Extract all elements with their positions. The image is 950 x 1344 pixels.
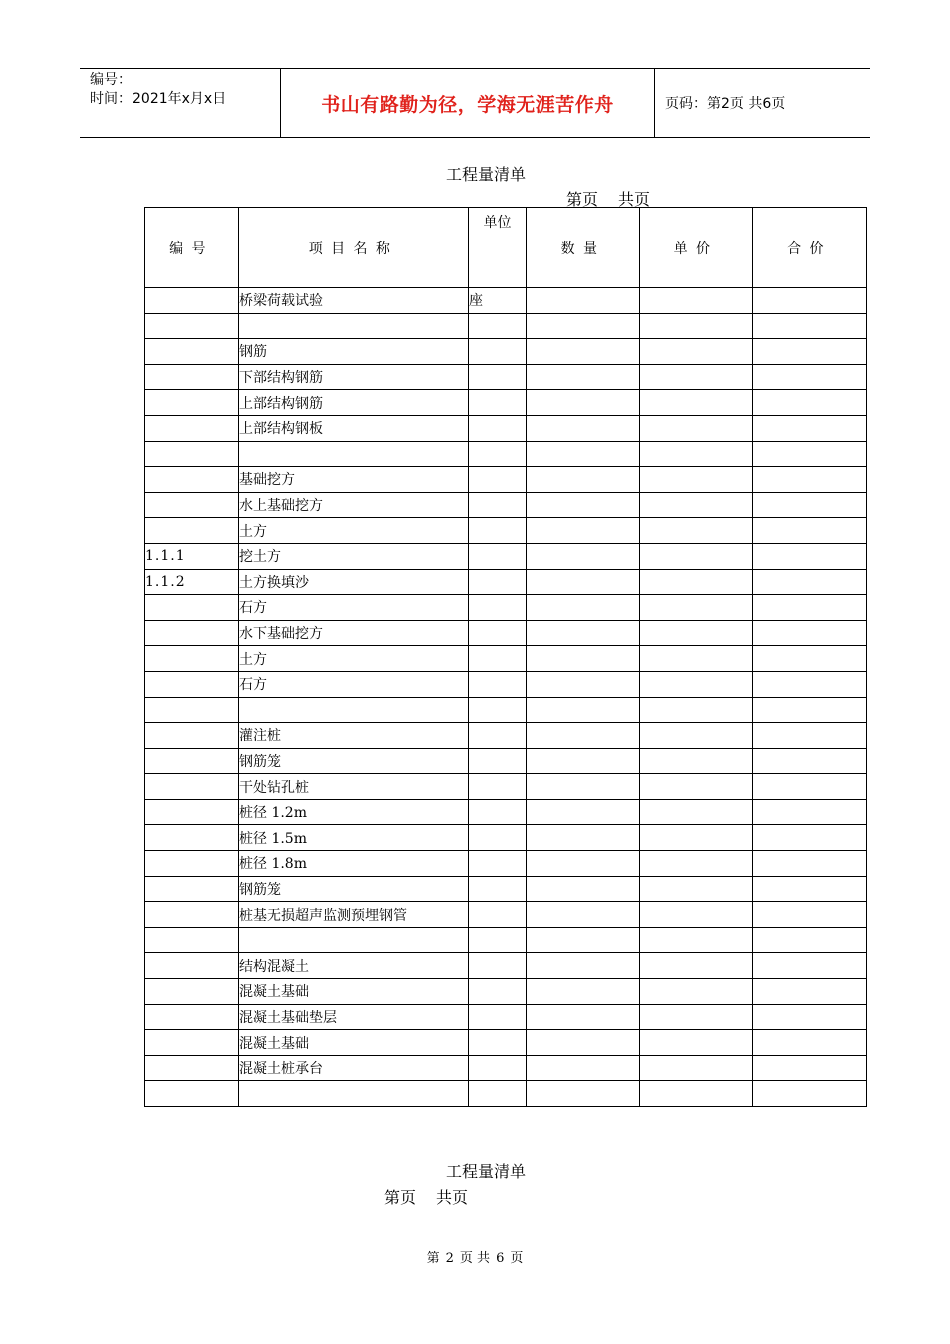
cell-unit	[469, 902, 527, 928]
cell-unit-price	[640, 390, 753, 416]
cell-total-price	[753, 569, 867, 595]
cell-total-price	[753, 492, 867, 518]
section2-pagination	[384, 1185, 468, 1208]
cell-total-price	[753, 1004, 867, 1030]
table-row	[145, 748, 867, 774]
cell-name: 钢筋笼	[239, 876, 469, 902]
cell-quantity	[527, 927, 640, 953]
table-row	[145, 1004, 867, 1030]
footer-mid: 页 共	[459, 1251, 491, 1266]
table-row	[145, 390, 867, 416]
cell-quantity	[527, 902, 640, 928]
cell-name: 下部结构钢筋	[239, 364, 469, 390]
cell-code	[145, 1030, 239, 1056]
cell-total-price	[753, 288, 867, 314]
cell-code	[145, 799, 239, 825]
cell-unit-price	[640, 415, 753, 441]
cell-unit	[469, 364, 527, 390]
section2-total: 共页	[436, 1188, 469, 1207]
cell-unit	[469, 927, 527, 953]
cell-total-price	[753, 620, 867, 646]
cell-code	[145, 390, 239, 416]
cell-name: 上部结构钢板	[239, 415, 469, 441]
cell-unit-price	[640, 876, 753, 902]
header-code: 编号	[145, 208, 239, 288]
cell-name: 混凝土基础	[239, 1030, 469, 1056]
cell-unit: 座	[469, 288, 527, 314]
table-row	[145, 979, 867, 1005]
cell-name: 石方	[239, 595, 469, 621]
cell-code	[145, 927, 239, 953]
table-row	[145, 518, 867, 544]
cell-total-price	[753, 467, 867, 493]
cell-unit	[469, 339, 527, 365]
cell-total-price	[753, 1055, 867, 1081]
footer-suffix: 页	[510, 1251, 524, 1266]
cell-total-price	[753, 979, 867, 1005]
cell-quantity	[527, 1004, 640, 1030]
cell-code	[145, 723, 239, 749]
cell-quantity	[527, 288, 640, 314]
cell-unit	[469, 825, 527, 851]
cell-code	[145, 1055, 239, 1081]
cell-unit-price	[640, 1030, 753, 1056]
cell-unit-price	[640, 774, 753, 800]
cell-total-price	[753, 748, 867, 774]
cell-code	[145, 671, 239, 697]
table-row	[145, 569, 867, 595]
table-row	[145, 671, 867, 697]
header-motto: 书山有路勤为径，学海无涯苦作舟	[281, 69, 655, 137]
table-row	[145, 799, 867, 825]
cell-code	[145, 467, 239, 493]
cell-quantity	[527, 748, 640, 774]
cell-quantity	[527, 646, 640, 672]
cell-unit	[469, 1055, 527, 1081]
cell-unit	[469, 467, 527, 493]
cell-total-price	[753, 697, 867, 723]
cell-name: 混凝土基础垫层	[239, 1004, 469, 1030]
cell-unit-price	[640, 518, 753, 544]
cell-code	[145, 364, 239, 390]
table-row	[145, 697, 867, 723]
cell-unit-price	[640, 1055, 753, 1081]
cell-unit	[469, 748, 527, 774]
cell-quantity	[527, 543, 640, 569]
table-row	[145, 492, 867, 518]
cell-unit-price	[640, 927, 753, 953]
cell-unit-price	[640, 799, 753, 825]
cell-quantity	[527, 876, 640, 902]
cell-quantity	[527, 851, 640, 877]
table-body	[145, 288, 867, 1107]
table-row	[145, 620, 867, 646]
cell-total-price	[753, 364, 867, 390]
cell-unit	[469, 979, 527, 1005]
cell-quantity	[527, 774, 640, 800]
cell-code	[145, 441, 239, 467]
cell-quantity	[527, 1081, 640, 1107]
table-header-row	[145, 208, 867, 288]
cell-code	[145, 646, 239, 672]
cell-total-price	[753, 851, 867, 877]
cell-code	[145, 620, 239, 646]
cell-unit	[469, 697, 527, 723]
cell-unit	[469, 620, 527, 646]
cell-quantity	[527, 953, 640, 979]
cell-quantity	[527, 569, 640, 595]
section2-page: 第页	[384, 1188, 417, 1207]
cell-unit-price	[640, 595, 753, 621]
table-row	[145, 467, 867, 493]
footer-prefix: 第	[426, 1251, 440, 1266]
cell-name: 桩径 1.8m	[239, 851, 469, 877]
cell-code	[145, 595, 239, 621]
cell-name: 土方	[239, 518, 469, 544]
cell-unit	[469, 492, 527, 518]
table-row	[145, 364, 867, 390]
page-footer	[0, 1247, 950, 1266]
cell-unit-price	[640, 543, 753, 569]
cell-code	[145, 979, 239, 1005]
cell-name: 钢筋笼	[239, 748, 469, 774]
cell-name: 钢筋	[239, 339, 469, 365]
cell-code	[145, 339, 239, 365]
cell-quantity	[527, 1055, 640, 1081]
cell-total-price	[753, 723, 867, 749]
cell-name: 桩基无损超声监测预埋钢管	[239, 902, 469, 928]
cell-code	[145, 774, 239, 800]
cell-unit	[469, 671, 527, 697]
cell-code	[145, 851, 239, 877]
cell-unit-price	[640, 671, 753, 697]
table-row	[145, 646, 867, 672]
table-row	[145, 1081, 867, 1107]
cell-unit	[469, 1081, 527, 1107]
cell-unit	[469, 1004, 527, 1030]
cell-code	[145, 697, 239, 723]
cell-unit-price	[640, 1004, 753, 1030]
cell-name: 土方换填沙	[239, 569, 469, 595]
cell-unit	[469, 415, 527, 441]
table-row	[145, 313, 867, 339]
cell-quantity	[527, 467, 640, 493]
cell-unit	[469, 799, 527, 825]
table-row	[145, 927, 867, 953]
cell-unit	[469, 595, 527, 621]
cell-code	[145, 288, 239, 314]
cell-quantity	[527, 390, 640, 416]
cell-unit-price	[640, 467, 753, 493]
header-unit: 单位	[469, 208, 527, 288]
cell-unit	[469, 441, 527, 467]
cell-total-price	[753, 518, 867, 544]
cell-quantity	[527, 415, 640, 441]
cell-unit	[469, 569, 527, 595]
cell-name	[239, 697, 469, 723]
table-row	[145, 288, 867, 314]
cell-quantity	[527, 441, 640, 467]
cell-name: 混凝土桩承台	[239, 1055, 469, 1081]
cell-unit	[469, 1030, 527, 1056]
cell-code	[145, 902, 239, 928]
cell-quantity	[527, 697, 640, 723]
cell-unit-price	[640, 1081, 753, 1107]
footer-total: 6	[496, 1251, 505, 1266]
time-label: 时间：2021年x月x日	[90, 91, 227, 107]
cell-unit-price	[640, 697, 753, 723]
cell-unit	[469, 851, 527, 877]
cell-name	[239, 1081, 469, 1107]
section2-title: 工程量清单	[446, 1162, 527, 1181]
header-name: 项目名称	[239, 208, 469, 288]
cell-quantity	[527, 518, 640, 544]
cell-name: 干处钻孔桩	[239, 774, 469, 800]
header-page-info: 页码：第2页 共6页	[665, 96, 786, 112]
cell-unit	[469, 543, 527, 569]
cell-name: 水上基础挖方	[239, 492, 469, 518]
cell-quantity	[527, 671, 640, 697]
cell-code	[145, 415, 239, 441]
cell-code	[145, 518, 239, 544]
number-label: 编号：	[90, 72, 132, 88]
cell-unit-price	[640, 620, 753, 646]
cell-quantity	[527, 825, 640, 851]
cell-name: 土方	[239, 646, 469, 672]
table-row	[145, 774, 867, 800]
cell-name: 挖土方	[239, 543, 469, 569]
cell-unit-price	[640, 953, 753, 979]
cell-name: 桩径 1.2m	[239, 799, 469, 825]
cell-total-price	[753, 927, 867, 953]
header-total-price: 合价	[753, 208, 867, 288]
cell-unit	[469, 876, 527, 902]
cell-name: 灌注桩	[239, 723, 469, 749]
cell-quantity	[527, 799, 640, 825]
cell-unit-price	[640, 979, 753, 1005]
cell-unit-price	[640, 364, 753, 390]
cell-unit-price	[640, 851, 753, 877]
cell-code: 1.1.2	[145, 569, 239, 595]
cell-quantity	[527, 595, 640, 621]
cell-code	[145, 1004, 239, 1030]
header-quantity: 数量	[527, 208, 640, 288]
cell-unit	[469, 953, 527, 979]
cell-name: 上部结构钢筋	[239, 390, 469, 416]
quantity-table	[144, 207, 867, 1107]
cell-quantity	[527, 313, 640, 339]
header-unit-price: 单价	[640, 208, 753, 288]
cell-unit	[469, 518, 527, 544]
cell-total-price	[753, 799, 867, 825]
table-row	[145, 339, 867, 365]
cell-total-price	[753, 595, 867, 621]
cell-quantity	[527, 1030, 640, 1056]
cell-total-price	[753, 774, 867, 800]
cell-unit-price	[640, 339, 753, 365]
cell-code	[145, 313, 239, 339]
cell-total-price	[753, 339, 867, 365]
table-row	[145, 415, 867, 441]
cell-total-price	[753, 1030, 867, 1056]
cell-total-price	[753, 390, 867, 416]
table-row	[145, 1055, 867, 1081]
cell-unit-price	[640, 825, 753, 851]
cell-unit	[469, 313, 527, 339]
table-row	[145, 876, 867, 902]
cell-name	[239, 313, 469, 339]
cell-unit	[469, 774, 527, 800]
cell-total-price	[753, 1081, 867, 1107]
table-row	[145, 543, 867, 569]
cell-name	[239, 441, 469, 467]
cell-unit	[469, 390, 527, 416]
cell-unit-price	[640, 723, 753, 749]
cell-unit-price	[640, 313, 753, 339]
table-row	[145, 825, 867, 851]
cell-total-price	[753, 953, 867, 979]
cell-code	[145, 953, 239, 979]
table-row	[145, 902, 867, 928]
cell-code	[145, 825, 239, 851]
cell-code	[145, 492, 239, 518]
cell-quantity	[527, 364, 640, 390]
table-row	[145, 851, 867, 877]
cell-name: 水下基础挖方	[239, 620, 469, 646]
table-row	[145, 441, 867, 467]
cell-name	[239, 927, 469, 953]
cell-unit	[469, 723, 527, 749]
cell-total-price	[753, 646, 867, 672]
section1-total: 共页	[618, 190, 651, 209]
cell-total-price	[753, 313, 867, 339]
cell-quantity	[527, 620, 640, 646]
cell-name: 基础挖方	[239, 467, 469, 493]
cell-code	[145, 876, 239, 902]
cell-code: 1.1.1	[145, 543, 239, 569]
cell-total-price	[753, 671, 867, 697]
cell-unit-price	[640, 902, 753, 928]
cell-unit-price	[640, 646, 753, 672]
cell-name: 桩径 1.5m	[239, 825, 469, 851]
cell-unit	[469, 646, 527, 672]
section1-title: 工程量清单	[446, 165, 527, 184]
cell-total-price	[753, 543, 867, 569]
cell-quantity	[527, 492, 640, 518]
table-row	[145, 1030, 867, 1056]
table-row	[145, 953, 867, 979]
cell-unit-price	[640, 569, 753, 595]
cell-unit-price	[640, 748, 753, 774]
cell-quantity	[527, 723, 640, 749]
cell-total-price	[753, 825, 867, 851]
header-meta	[80, 69, 281, 137]
cell-name: 结构混凝土	[239, 953, 469, 979]
footer-current: 2	[445, 1251, 454, 1266]
cell-code	[145, 1081, 239, 1107]
cell-quantity	[527, 979, 640, 1005]
cell-unit-price	[640, 288, 753, 314]
cell-name: 石方	[239, 671, 469, 697]
cell-quantity	[527, 339, 640, 365]
cell-code	[145, 748, 239, 774]
table-row	[145, 595, 867, 621]
cell-name: 桥梁荷载试验	[239, 288, 469, 314]
document-header	[80, 68, 870, 138]
cell-unit-price	[640, 441, 753, 467]
table-row	[145, 723, 867, 749]
cell-name: 混凝土基础	[239, 979, 469, 1005]
cell-total-price	[753, 415, 867, 441]
cell-total-price	[753, 441, 867, 467]
cell-unit-price	[640, 492, 753, 518]
cell-total-price	[753, 876, 867, 902]
section1-page: 第页	[566, 190, 599, 209]
cell-total-price	[753, 902, 867, 928]
